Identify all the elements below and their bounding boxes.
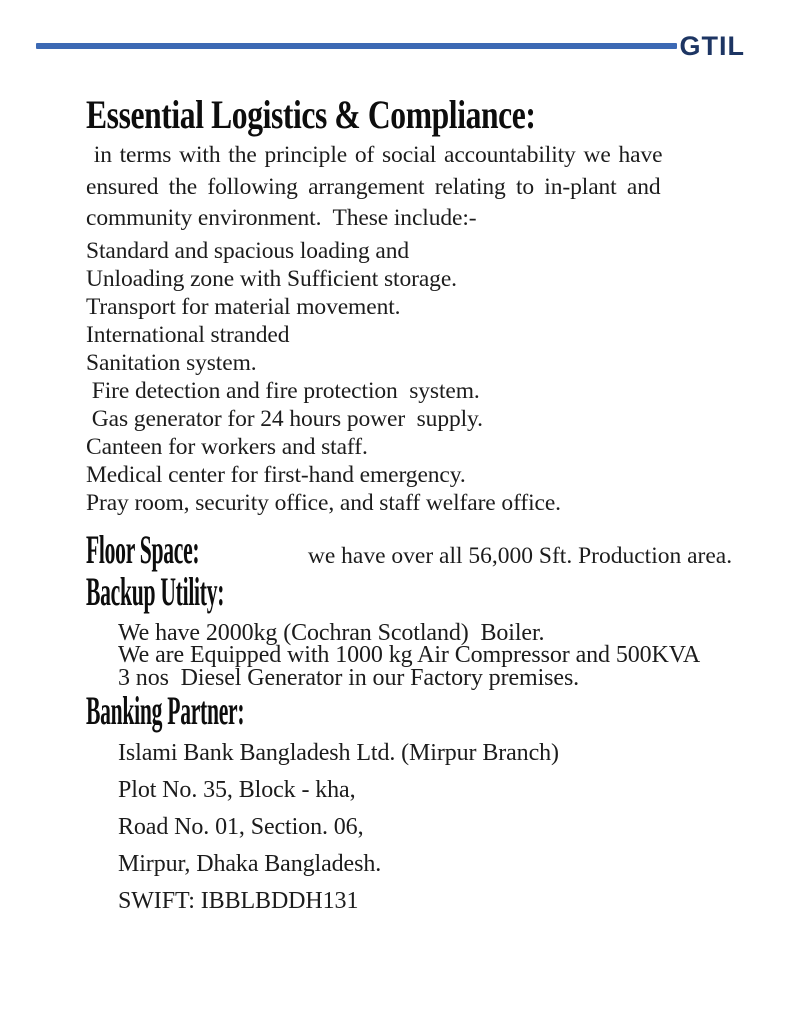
logistics-heading	[86, 94, 755, 136]
logistics-heading-text: Essential Logistics & Compliance:	[86, 92, 536, 137]
floor-space-heading-text: Floor Space:	[86, 526, 200, 572]
backup-utility-lines	[86, 619, 755, 691]
floor-space-heading	[86, 526, 296, 572]
page-content	[86, 94, 755, 926]
paragraph-line: in terms with the principle of social accountability we have	[86, 142, 663, 168]
list-item: Medical center for first-hand emergency.	[86, 461, 466, 488]
backup-utility-heading	[86, 568, 755, 614]
list-item: Sanitation system.	[86, 349, 257, 376]
logistics-paragraph	[86, 140, 755, 235]
header-rule	[36, 43, 677, 49]
backup-line: 3 nos Diesel Generator in our Factory premises.	[118, 664, 580, 691]
list-item: Canteen for workers and staff.	[86, 433, 368, 460]
backup-line: We have 2000kg (Cochran Scotland) Boiler.	[118, 619, 545, 646]
banking-line: SWIFT: IBBLBDDH131	[118, 888, 359, 914]
backup-utility-heading-text: Backup Utility:	[86, 568, 225, 614]
list-item: International stranded	[86, 321, 290, 348]
banking-partner-heading-text: Banking Partner:	[86, 688, 245, 733]
paragraph-line: community environment. These include:-	[86, 205, 477, 231]
list-item: Pray room, security office, and staff welfare office.	[86, 489, 561, 516]
banking-line: Plot No. 35, Block - kha,	[118, 777, 356, 803]
list-item: Fire detection and fire protection system.	[86, 377, 480, 404]
paragraph-line: ensured the following arrangement relating to in-plant and	[86, 173, 661, 200]
backup-line: We are Equipped with 1000 kg Air Compressor and 500KVA	[118, 642, 701, 668]
banking-line: Road No. 01, Section. 06,	[118, 814, 364, 840]
banking-line: Islami Bank Bangladesh Ltd. (Mirpur Branch)	[118, 740, 559, 766]
floor-space-text: we have over all 56,000 Sft. Production area.	[307, 542, 733, 569]
banking-line: Mirpur, Dhaka Bangladesh.	[118, 851, 382, 877]
logistics-list	[86, 237, 755, 517]
list-item: Standard and spacious loading and	[86, 237, 410, 264]
company-logo: GTIL	[679, 30, 745, 61]
list-item: Unloading zone with Sufficient storage.	[86, 265, 457, 292]
banking-partner-lines	[86, 741, 755, 913]
list-item: Gas generator for 24 hours power supply.	[86, 405, 483, 432]
list-item: Transport for material movement.	[86, 293, 401, 320]
page-header	[36, 31, 745, 61]
banking-partner-heading	[86, 690, 755, 732]
floor-space-row	[86, 526, 755, 572]
